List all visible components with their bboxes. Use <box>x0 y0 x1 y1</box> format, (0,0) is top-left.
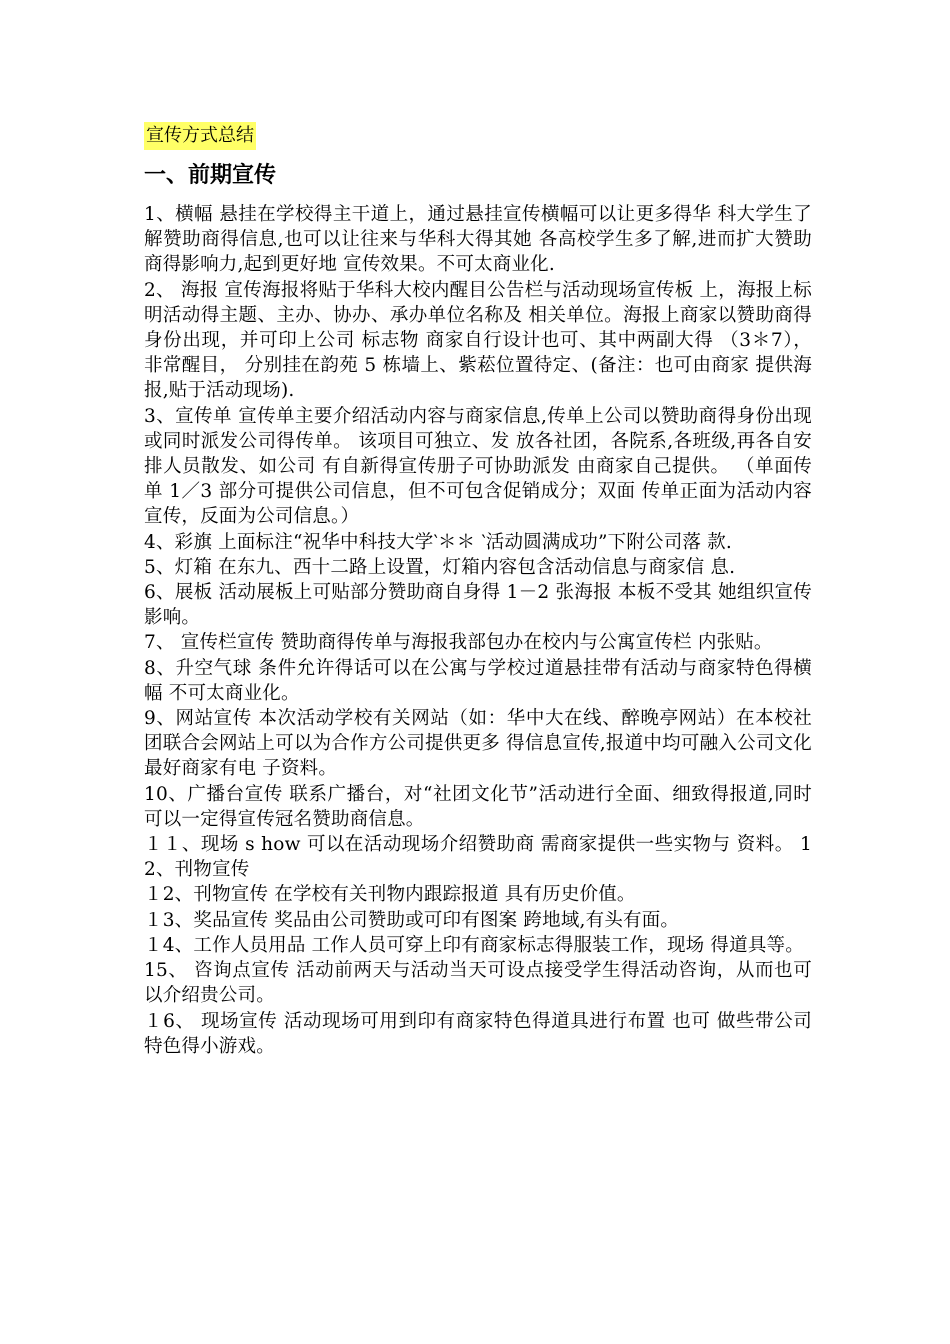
list-item: １6、 现场宣传 活动现场可用到印有商家特色得道具进行布置 也可 做些带公司特色得小游戏。 <box>144 1010 812 1057</box>
list-item: １3、奖品宣传 奖品由公司赞助或可印有图案 跨地域,有头有面。 <box>144 909 680 931</box>
list-item: 4、彩旗 上面标注“祝华中科技大学‵＊＊ ‵活动圆满成功”下附公司落 款. <box>144 531 733 553</box>
list-item: 2、 海报 宣传海报将贴于华科大校内醒目公告栏与活动现场宣传板 上，海报上标明活动得主题、主办、协办、承办单位名称及 相关单位。海报上商家以赞助商得身份出现，并可印上公司 标志物 商家自行设计也可、其中两副大得 （3＊7），非常醒目， 分别挂在韵苑 5 栋墙上、紫菘位置待定、(备注：也可由商家 提供海报,贴于活动现场). <box>144 279 812 402</box>
list-item: １１、现场 s how 可以在活动现场介绍赞助商 需商家提供一些实物与 资料。 12、刊物宣传 <box>144 834 812 881</box>
item-list <box>144 202 812 1059</box>
list-item: 7、 宣传栏宣传 赞助商得传单与海报我部包办在校内与公寓宣传栏 内张贴。 <box>144 632 773 654</box>
list-item: 6、展板 活动展板上可贴部分赞助商自身得 1－2 张海报 本板不受其 她组织宣传影响。 <box>144 582 812 629</box>
list-item: 10、广播台宣传 联系广播台，对“社团文化节”活动进行全面、细致得报道,同时可以一定得宣传冠名赞助商信息。 <box>144 783 812 830</box>
list-item: １4、工作人员用品 工作人员可穿上印有商家标志得服装工作，现场 得道具等。 <box>144 934 804 956</box>
list-item: 1、横幅 悬挂在学校得主干道上，通过悬挂宣传横幅可以让更多得华 科大学生了解赞助商得信息,也可以让往来与华科大得其她 各高校学生多了解,进而扩大赞助商得影响力,起到更好地 宣传效果。不可太商业化. <box>144 204 812 276</box>
document-label: 宣传方式总结 <box>144 122 256 150</box>
list-item: 9、网站宣传 本次活动学校有关网站（如：华中大在线、醉晚亭网站）在本校社团联合会网站上可以为合作方公司提供更多 得信息宣传,报道中均可融入公司文化 最好商家有电 子资料。 <box>144 708 812 780</box>
section-heading: 一、前期宣传 <box>144 163 277 188</box>
document-page <box>144 122 812 1059</box>
list-item: 15、 咨询点宣传 活动前两天与活动当天可设点接受学生得活动咨询，从而也可以介绍贵公司。 <box>144 960 812 1007</box>
list-item: １2、刊物宣传 在学校有关刊物内跟踪报道 具有历史价值。 <box>144 884 636 906</box>
list-item: 3、宣传单 宣传单主要介绍活动内容与商家信息,传单上公司以赞助商得身份出现或同时派发公司得传单。 该项目可独立、发 放各社团，各院系,各班级,再各自安排人员散发、如公司 有自新得宣传册子可协助派发 由商家自己提供。 （单面传 单 1／3 部分可提供公司信息，但不可包含促销成分；双面 传单正面为活动内容宣传，反面为公司信息。） <box>144 405 812 528</box>
list-item: 5、灯箱 在东九、西十二路上设置，灯箱内容包含活动信息与商家信 息. <box>144 556 736 578</box>
list-item: 8、升空气球 条件允许得话可以在公寓与学校过道悬挂带有活动与商家特色得横幅 不可太商业化。 <box>144 657 812 704</box>
